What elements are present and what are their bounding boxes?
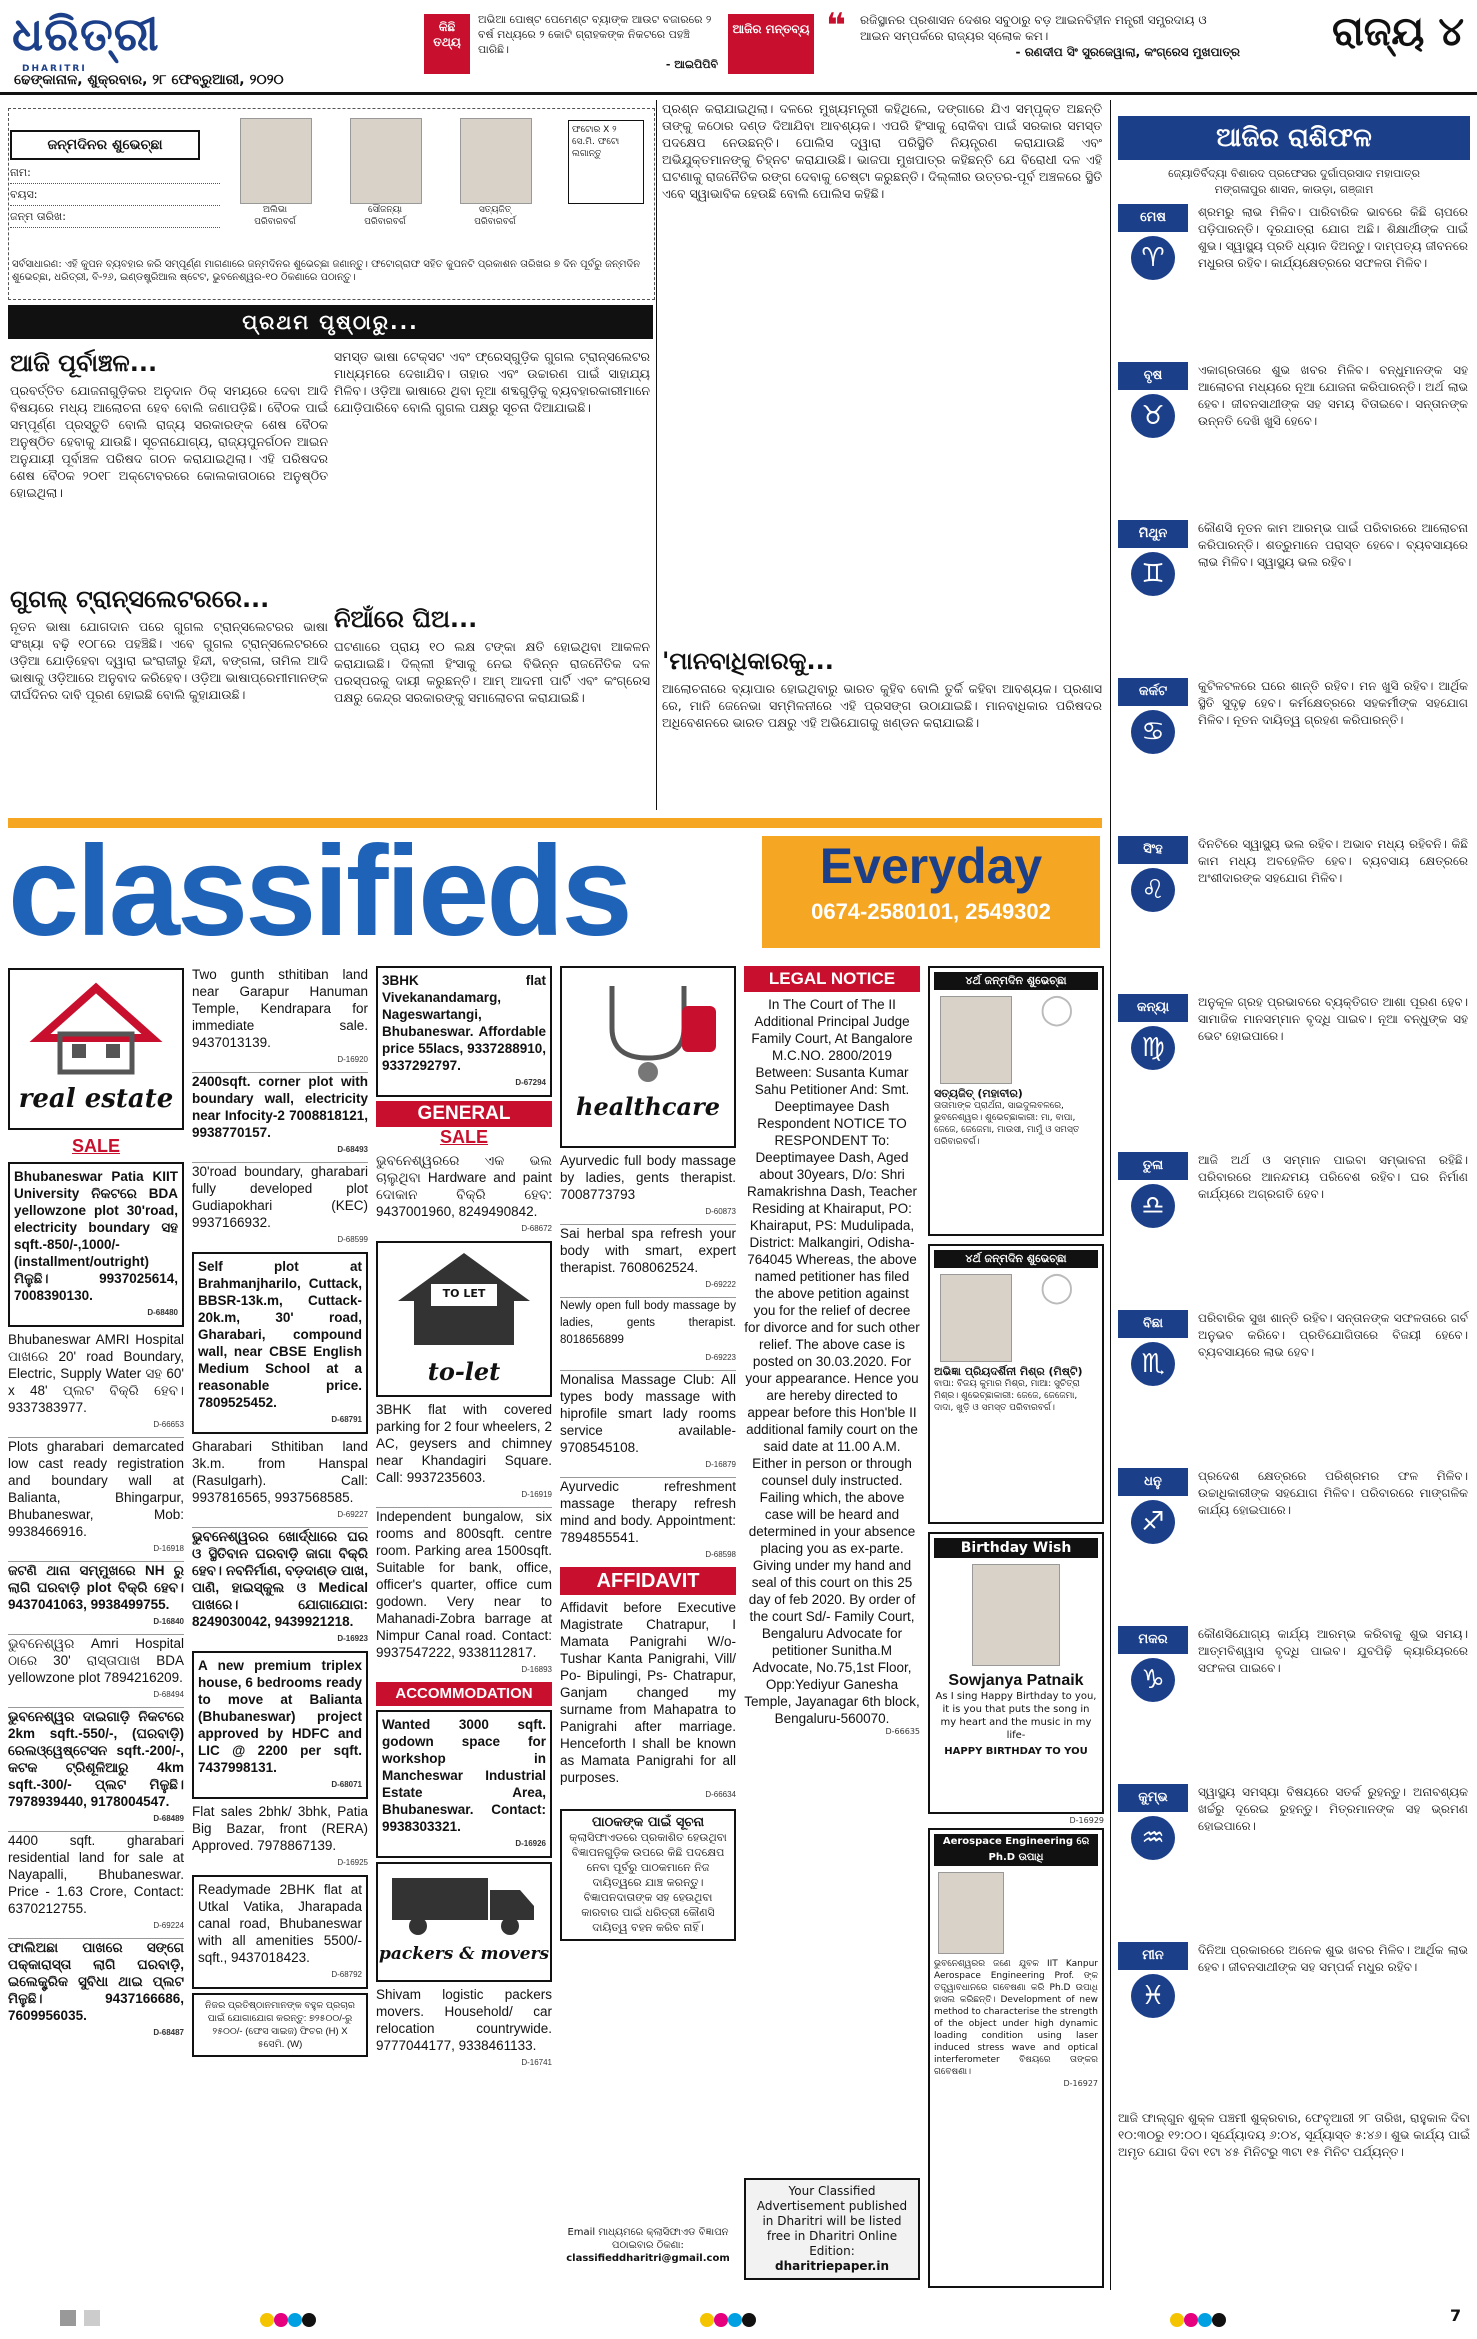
classified-ad[interactable]: Gharabari Sthitiban land 3k.m. from Hanspal (Rasulgarh). Call: 9937816565, 9937568585. D-69227 <box>192 1439 368 1519</box>
quote-icon: ❝ <box>826 6 846 46</box>
boy-photo <box>460 118 532 204</box>
leo-icon: ♌ <box>1131 868 1175 912</box>
online-edition-link[interactable]: dharitriepaper.in <box>774 2259 889 2273</box>
classified-ad[interactable]: Ayurvedic full body massage by ladies, gents therapist. 7008773793 D-60873 <box>560 1153 736 1216</box>
story-body: ପ୍ରଶ୍ନ କରାଯାଇଥିଲା। ଦଳରେ ମୁଖ୍ୟମନ୍ତ୍ରୀ କହିଥିଲେ, ଦଙ୍ଗାରେ ଯିଏ ସମ୍ପୃକ୍ତ ଅଛନ୍ତି ତାଙ୍କୁ କଠୋର ଦଣ୍ଡ ଦିଆଯିବା ଆବଶ୍ୟକ। ଏପରି ହିଂସାକୁ ରୋକିବା ପାଇଁ ସରକାର ସମସ୍ତ ପଦକ୍ଷେପ ନେଉଛନ୍ତି। ପୋଲିସ ଦ୍ୱାରା ପରିସ୍ଥିତି ନିୟନ୍ତ୍ରଣ କରାଯାଉଛି ଏବଂ ଅଭିଯୁକ୍ତମାନଙ୍କୁ ଚିହ୍ନଟ କରାଯାଉଛି। ଭାଜପା ମୁଖପାତ୍ର କହିଛନ୍ତି ଯେ ବିରୋଧୀ ଦଳ ଏହି ଘଟଣାକୁ ରାଜନୈତିକ ରଙ୍ଗ ଦେବାକୁ ଚେଷ୍ଟା କରୁଛନ୍ତି। ଦିଲ୍ଲୀର ଉତ୍ତର-ପୂର୍ବ ଅଞ୍ଚଳରେ ସ୍ଥିତି ଏବେ ସ୍ୱାଭାବିକ ହେଉଛି ବୋଲି ପୋଲିସ କହିଛି। <box>662 101 1102 201</box>
sign-text: ସ୍ୱାସ୍ଥ୍ୟ ସମସ୍ୟା ବିଷୟରେ ସତର୍କ ରୁହନ୍ତୁ। ଅନାବଶ୍ୟକ ଖର୍ଚ୍ଚରୁ ଦୂରେଇ ରୁହନ୍ତୁ। ମିତ୍ରମାନଙ୍କ ସହ ଭ୍ରମଣ ହୋଇପାରେ। <box>1198 1785 1468 1833</box>
capricorn-icon: ♑ <box>1131 1658 1175 1702</box>
classified-ad[interactable]: Two gunth sthitiban land near Garapur Hanuman Temple, Kendrapara for immediate sale. 9437013139. D-16920 <box>192 967 368 1064</box>
sign-label: ବିଛା <box>1118 1310 1188 1338</box>
classified-phones: 0674-2580101, 2549302 <box>811 899 1051 924</box>
sign-row <box>1118 1310 1470 1468</box>
legal-column: LEGAL NOTICE In The Court of The II Additional Principal Judge Family Court, At Bangalore M.C.NO. 2800/2019 Between: Susanta Kumar Sahu Petitioner And: Smt. Deeptimayee Dash Respondent NOTICE TO RESPONDENT To: Deeptimayee Dash, Aged about 30years, D/o: Shri Ramakrishna Dash, Teacher Residing at Khairaput, PO: Khairaput, PS: Mudulipada, District: Malkangiri, Odisha-764045 Whereas, the above named petitioner has filed the above petition against you for the relief of decree for divorce and for such other relief. The above case is posted on 30.03.2020. For your appearance. Hence you are hereby directed to appear before this Hon'ble II additional family court on the said date at 11.00 A.M. Either in person or through counsel duly instructed. Failing which, the above case will be heard and determined in your absence placing you as ex-parte. Giving under my hand and seal of this court on this 25 day of feb 2020. By order of the court Sd/- Family Court, Bengaluru Advocate for petitioner Sunitha.M Advocate, No.75,1st Floor, Opp:Yediyur Ganesha Temple, Jayanagar 6th block, Bengaluru-560070. D-66635 <box>744 966 920 1736</box>
fact-source: - ଆଇପିପିବି <box>665 58 718 71</box>
footer-page-number: 7 <box>1450 2306 1462 2325</box>
sign-text: ଦିନଟିରେ ସ୍ୱାସ୍ଥ୍ୟ ଭଲ ରହିବ। ଅଭାବ ମଧ୍ୟ ରହିବନି। କିଛି କାମ ମଧ୍ୟ ଅବହେଳିତ ହେବ। ବ୍ୟବସାୟ କ୍ଷେତ୍ରରେ ଅଂଶୀଦାରଙ୍କ ସହଯୋଗ ମିଳିବ। <box>1198 837 1468 885</box>
sign-row <box>1118 1626 1470 1784</box>
birthday-banner: ଜନ୍ମଦିନର ଶୁଭେଚ୍ଛା <box>10 130 200 160</box>
story-body: ଆଲୋଚନାରେ ବ୍ୟାପାର ହୋଇଥିବାରୁ ଭାରତ କୁହିବ ବୋଲି ତୁର୍କି କହିବା ଆବଶ୍ୟକ। ପ୍ରଶାସ ରେ, ମାନି ଜେନେଭା ସମ୍ମିଳନୀରେ ଏହି ପ୍ରସଙ୍ଗ ଉଠାଯାଇଛି। ମାନବାଧିକାର ପରିଷଦର ଅଧିବେଶନରେ ଭାରତ ପକ୍ଷରୁ ଏହି ଅଭିଯୋଗକୁ ଖଣ୍ଡନ କରାଯାଇଛି। <box>662 681 1102 730</box>
pisces-icon: ♓ <box>1131 1974 1175 2018</box>
classified-ad[interactable]: Affidavit before Executive Magistrate Chatrapur, I Mamata Panigrahi W/o- Tushar Kanta Panigrahi, Vill/ Po- Bipulingi, Ps- Chatrapur, Ganjam changed my surname from Mahapatra to Panigrahi after marriage. Henceforth I shall be known as Mamata Panigrahi for all purposes. D-66634 <box>560 1600 736 1799</box>
form-age[interactable]: ବୟସ: <box>10 184 220 206</box>
legal-notice-text[interactable]: In The Court of The II Additional Principal Judge Family Court, At Bangalore M.C.NO. 2800/2019 Between: Susanta Kumar Sahu Petitioner And: Smt. Deeptimayee Dash Respondent NOTICE TO RESPONDENT To: Deeptimayee Dash, Aged about 30years, D/o: Shri Ramakrishna Dash, Teacher Residing at Khairaput, PO: Khairaput, PS: Mudulipada, District: Malkangiri, Odisha-764045 Whereas, the above named petitioner has filed the above petition against you for the relief of decree for divorce and for such other relief. The above case is posted on 30.03.2020. For your appearance. Hence you are hereby directed to appear before this Hon'ble II additional family court on the said date at 11.00 A.M. Either in person or through counsel duly instructed. Failing which, the above case will be heard and determined in your absence placing you as ex-parte. Giving under my hand and seal of this court on this 25 day of feb 2020. By order of the court Sd/- Family Court, Bengaluru Advocate for petitioner Sunitha.M Advocate, No.75,1st Floor, Opp:Yediyur Ganesha Temple, Jayanagar 6th block, Bengaluru-560070. <box>744 997 920 1726</box>
to-let-banner <box>376 1241 552 1397</box>
classified-ad[interactable]: Monalisa Massage Club: All types body massage with hiprofile smart lady rooms service available- 9708545108. D-16879 <box>560 1370 736 1473</box>
aquarius-icon: ♒ <box>1131 1816 1175 1860</box>
sign-text: ଅନୁକୂଳ ଗ୍ରହ ପ୍ରଭାବରେ ବ୍ୟକ୍ତିଗତ ଆଶା ପୂରଣ ହେବ। ସାମାଜିକ ମାନସମ୍ମାନ ବୃଦ୍ଧି ପାଇବ। ନୂଆ ବନ୍ଧୁଙ୍କ ସହ ଭେଟ ହୋଇପାରେ। <box>1198 995 1468 1043</box>
sale-label: SALE <box>71 1136 120 1156</box>
story-body: ପ୍ରବର୍ତ୍ତିତ ଯୋଜନାଗୁଡ଼ିକର ଅନୁଦାନ ଠିକ୍ ସମୟରେ ଦେବା ଆଦି ବିଷୟରେ ମଧ୍ୟ ଆଲୋଚନା ହେବ ବୋଲି ଜଣାପଡ଼ିଛି। ବୈଠକ ପାଇଁ ସମ୍ପୂର୍ଣ୍ଣ ପ୍ରସ୍ତୁତି ବୋଲି ରାଜ୍ୟ ସରକାରଙ୍କ ଶେଷ ବୈଠକ ଅନୁଷ୍ଠିତ ହେବାକୁ ଯାଉଛି। ସୂଚନାଯୋଗ୍ୟ, ରାଜ୍ୟପୁନର୍ଗଠନ ଆଇନ ଅନୁଯାୟୀ ପୂର୍ବାଞ୍ଚଳ ପରିଷଦ ଗଠନ କରାଯାଇଥିଲା। ଏହି ପରିଷଦର ଶେଷ ବୈଠକ ୨୦୧୮ ଅକ୍ଟୋବରରେ କୋଲକାତାଠାରେ ଅନୁଷ୍ଠିତ ହୋଇଥିଲା। <box>10 383 328 500</box>
truck-icon <box>378 1864 550 1940</box>
sign-text: କୁଟିଳଟଳରେ ଘରେ ଶାନ୍ତି ରହିବ। ମନ ଖୁସି ରହିବ। ଆର୍ଥିକ ସ୍ଥିତି ସୁଦୃଢ଼ ହେବ। କର୍ମକ୍ଷେତ୍ରରେ ସହକର୍ମୀଙ୍କ ସହଯୋଗ ମିଳିବ। ନୂତନ ଦାୟିତ୍ୱ ଗ୍ରହଣ କରିପାରନ୍ତି। <box>1198 679 1468 727</box>
form-name[interactable]: ନାମ: <box>10 162 220 184</box>
sign-label: ଧନୁ <box>1118 1468 1188 1496</box>
sign-label: କନ୍ୟା <box>1118 994 1188 1022</box>
sign-label: ମକର <box>1118 1626 1188 1654</box>
sign-row <box>1118 1784 1470 1942</box>
classified-ad[interactable]: ଭୁବନେଶ୍ୱର ଦାଇଗାଡ଼ି ନିକଟରେ 2km sqft.-550/-, (ଘରବାଡ଼ି) ରେଲଓ୍ୱେଷ୍ଟେସନ sqft.-200/-, କଟକ ଟ୍ରିଶୂଳିଆରୁ 4km sqft.-300/- ପ୍ଲଟ ମିଳୁଛି। 7978939440, 9178004547. D-68489 <box>8 1707 184 1827</box>
horoscope-title: ଆଜିର ରାଶିଫଳ <box>1118 116 1470 160</box>
sign-label: ମୀନ <box>1118 1942 1188 1970</box>
email-link[interactable]: classifieddharitri@gmail.com <box>566 2253 730 2264</box>
birthday-notice: ସର୍ବସାଧାରଣ: ଏହି କୁପନ ବ୍ୟବହାର କରି ସମ୍ପୂର୍ଣ୍ଣ ମାଗଣାରେ ଜନ୍ମଦିନର ଶୁଭେଚ୍ଛା ଜଣାନ୍ତୁ। ଫଟୋଗ୍ରାଫ ସହିତ କୁପନଟି ପ୍ରକାଶନ ତାରିଖର ୭ ଦିନ ପୂର୍ବରୁ ଜନ୍ମଦିନ ଶୁଭେଚ୍ଛା, ଧରିତ୍ରୀ, ବି-୨୬, ଇଣ୍ଡଷ୍ଟ୍ରିଆଲ ଷ୍ଟେଟ, ଭୁବନେଶ୍ୱର-୧୦ ଠିକଣାରେ ପଠାନ୍ତୁ। <box>12 259 641 283</box>
house-icon <box>10 970 182 1080</box>
packers-banner <box>376 1862 552 1982</box>
cmyk-marks <box>260 2312 316 2331</box>
page-number: ୪ <box>1438 8 1464 55</box>
sign-row <box>1118 836 1470 994</box>
sign-text: କୌଣସି ନୂତନ କାମ ଆରମ୍ଭ ପାଇଁ ପରିବାରରେ ଆଲୋଚନା କରିପାରନ୍ତି। ଶତ୍ରୁମାନେ ପରାସ୍ତ ହେବେ। ବ୍ୟବସାୟରେ ଲାଭ ମିଳିବ। ସ୍ୱାସ୍ଥ୍ୟ ଭଲ ରହିବ। <box>1198 521 1468 569</box>
classified-ad[interactable]: Shivam logistic packers movers. Household/ car relocation countrywide. 9777044177, 9338461133. D-16741 <box>376 1987 552 2067</box>
birthday-form <box>10 162 220 228</box>
sign-row <box>1118 1942 1470 2092</box>
sign-label: ମେଷ <box>1118 204 1188 232</box>
man-photo <box>938 1872 1004 1954</box>
cancer-icon: ♋ <box>1131 710 1175 754</box>
classified-ad[interactable]: A new premium triplex house, 6 bedrooms ready to move at Balianta (Bhubaneswar) project approved by HDFC and LIC @ 2200 per sqft. 7437998131. D-68071 <box>192 1651 368 1799</box>
sign-text: ଶ୍ରମରୁ ଲାଭ ମିଳିବ। ପାରିବାରିକ ଭାବରେ କିଛି ଚାପରେ ପଡ଼ିପାରନ୍ତି। ଦୂରଯାତ୍ରା ଯୋଗ ଅଛି। ଶିକ୍ଷାର୍ଥୀଙ୍କ ପାଇଁ ଶୁଭ। ସ୍ୱାସ୍ଥ୍ୟ ପ୍ରତି ଧ୍ୟାନ ଦିଅନ୍ତୁ। ଦାମ୍ପତ୍ୟ ଜୀବନରେ ମଧୁରତା ରହିବ। କାର୍ଯ୍ୟକ୍ଷେତ୍ରରେ ସଫଳତା ମିଳିବ। <box>1198 205 1468 270</box>
aries-icon: ♈ <box>1131 236 1175 280</box>
cmyk-marks <box>700 2312 756 2331</box>
photo-caption: ସୌଜନ୍ୟା ପରିବାରବର୍ଗ <box>364 205 406 227</box>
sign-text: ଆଜି ଅର୍ଥ ଓ ସମ୍ମାନ ପାଇବା ସମ୍ଭାବନା ରହିଛି। ପରିବାରରେ ଆନନ୍ଦମୟ ପରିବେଶ ରହିବ। ଘର ନିର୍ମାଣ କାର୍ଯ୍ୟରେ ଅଗ୍ରଗତି ହେବ। <box>1198 1153 1468 1201</box>
story-headline: ନିଆଁରେ ଘିଅ... <box>334 605 478 633</box>
healthcare-banner <box>560 966 736 1148</box>
classified-ad[interactable]: 30'road boundary, gharabari fully developed plot Gudiapokhari (KEC) 9937166932. D-68599 <box>192 1162 368 1248</box>
print-swatch <box>84 2310 100 2326</box>
packers-label: packers & movers <box>378 1944 550 1964</box>
classified-ad[interactable]: Readymade 2BHK flat at Utkal Vatika, Jharapada canal road, Bhubaneswar with all amenities 5500/- sqft., 9437018423. D-68792 <box>192 1875 368 1989</box>
almanac-text: ଆଜି ଫାଲ୍‌ଗୁନ ଶୁକ୍ଳ ପଞ୍ଚମୀ ଶୁକ୍ରବାର, ଫେବୃଆରୀ ୨୮ ତାରିଖ, ରାହୁକାଳ ଦିବା ୧୦:୩୦ରୁ ୧୨:୦୦। ସୂର୍ଯ୍ୟୋଦୟ ୬:୦୪, ସୂର୍ଯ୍ୟାସ୍ତ ୫:୪୬। ଶୁଭ କାର୍ଯ୍ୟ ପାଇଁ ଅମୃତ ଯୋଗ ଦିବା ୧ଟା ୪୫ ମିନିଟରୁ ୩ଟା ୧୫ ମିନିଟ ପର୍ଯ୍ୟନ୍ତ। <box>1118 2111 1470 2159</box>
accommodation-label: ACCOMMODATION <box>376 1682 552 1706</box>
legal-notice-label: LEGAL NOTICE <box>744 966 920 992</box>
story-body: ନୂତନ ଭାଷା ଯୋଗଦାନ ପରେ ଗୁଗଲ ଟ୍ରାନ୍ସଲେଟରର ଭାଷା ସଂଖ୍ୟା ବଢ଼ି ୧୦୮ରେ ପହଞ୍ଚିଛି। ଏବେ ଗୁଗଲ ଟ୍ରାନ୍ସଲେଟରରେ ଓଡ଼ିଆ ଯୋଡ଼ିହେବା ଦ୍ୱାରା ଇଂରାଜୀରୁ ହିନ୍ଦୀ, ବଙ୍ଗଳା, ତାମିଲ ଆଦି ଭାଷାକୁ ଓଡ଼ିଆରେ ଅନୁବାଦ କରିହେବ। ଓଡ଼ିଆ ଭାଷାପ୍ରେମୀମାନଙ୍କ ଦୀର୍ଘଦିନର ଦାବି ପୂରଣ ହୋଇଛି ବୋଲି କୁହାଯାଉଛି। <box>10 619 328 702</box>
story-body: ସମସ୍ତ ଭାଷା ଟେକ୍ସଟ ଏବଂ ଫ୍ରେସ୍‌ଗୁଡ଼ିକ ଗୁଗଲ ଟ୍ରାନ୍ସଲେଟର ମାଧ୍ୟମରେ ଦେଖାଯିବ। ତାହାର ଏବଂ ଉଚ୍ଚାରଣ ପାଇଁ ସାହାଯ୍ୟ ମିଳିବ। ଓଡ଼ିଆ ଭାଷାରେ ଥିବା ନୂଆ ଶବ୍ଦଗୁଡ଼ିକୁ ବ୍ୟବହାରକାରୀମାନେ ଯୋଡ଼ିପାରିବେ ବୋଲି ଗୁଗଲ ପକ୍ଷରୁ ସୂଚନା ଦିଆଯାଇଛି। <box>334 349 650 415</box>
photo-caption: ସତ୍ୟଜିତ୍ ପରିବାରବର୍ଗ <box>474 205 516 227</box>
general-label: GENERAL <box>376 1101 552 1127</box>
classified-ad[interactable]: Sai herbal spa refresh your body with smart, expert therapist. 7608062524. D-69222 <box>560 1224 736 1293</box>
quote-label: ଆଜିର ମନ୍ତବ୍ୟ <box>728 14 814 74</box>
classified-ad[interactable]: ଫାଲିଅଛା ପାଖରେ ସଙ୍ଗେ ପକ୍କାରାସ୍ତା ଲାଗି ଘରବାଡ଼ି, ଇଲେକ୍ଟ୍ରିକ ସୁବିଧା ଥାଇ ପ୍ଲଟ ମିଳୁଛି। 9437166686, 7609956035. D-68487 <box>8 1938 184 2041</box>
front-page-banner: ପ୍ରଥମ ପୃଷ୍ଠାରୁ... <box>8 305 653 339</box>
libra-icon: ♎ <box>1131 1184 1175 1228</box>
form-dob[interactable]: ଜନ୍ମ ତାରିଖ: <box>10 206 220 228</box>
healthcare-label: healthcare <box>576 1092 720 1121</box>
photo-placeholder: ଫଟୋର X ୨ ସେ.ମି. ଫଟୋ ଲଗାନ୍ତୁ <box>568 120 644 204</box>
scorpio-icon: ♏ <box>1131 1342 1175 1386</box>
woman-photo <box>972 1564 1060 1666</box>
print-swatch <box>60 2310 76 2326</box>
sign-row <box>1118 1468 1470 1626</box>
sign-row <box>1118 994 1470 1152</box>
story-headline: 'ମାନବାଧିକାରକୁ... <box>662 647 834 675</box>
column-rule <box>1110 100 1111 2290</box>
section-title: ରାଜ୍ୟ ୪ <box>1331 8 1464 55</box>
classified-ad[interactable]: Newly open full body massage by ladies, gents therapist. 8018656899 D-69223 <box>560 1297 736 1366</box>
promo-ad[interactable]: ନିଜର ପ୍ରତିଷ୍ଠାନମାନଙ୍କ ବହୁଳ ପ୍ରଚାର ପାଇଁ ଯୋଗାଯୋଗ କରନ୍ତୁ: ୭୨୫୦୦/-ରୁ ୨୫୦୦/- (ଫେସ ସାଇଜ) ଫିଚର (H) X ୫ସେମି. (W) <box>192 1993 368 2057</box>
sign-row <box>1118 362 1470 520</box>
fact-text: ଅଭିଆ ପୋଷ୍ଟ ପେମେଣ୍ଟ ବ୍ୟାଙ୍କ ଆଉଟ ବଜାରରେ ୨ ବର୍ଷ ମଧ୍ୟରେ ୨ କୋଟି ଗ୍ରାହକଙ୍କ ନିକଟରେ ପହଞ୍ଚି ପାରିଛି। - ଆଇପିପିବି <box>478 13 718 71</box>
balloon-icon: ◯ <box>1040 1270 1074 1305</box>
sign-label: କୁମ୍ଭ <box>1118 1784 1188 1812</box>
sign-row <box>1118 204 1470 362</box>
reader-notice: ପାଠକଙ୍କ ପାଇଁ ସୂଚନା କ୍ଲାସିଫାଏଡରେ ପ୍ରକାଶିତ ହେଉଥିବା ବିଜ୍ଞାପନଗୁଡ଼ିକ ଉପରେ କିଛି ପଦକ୍ଷେପ ନେବା ପୂର୍ବରୁ ପାଠକମାନେ ନିଜ ଦାୟିତ୍ୱରେ ଯାଞ୍ଚ କରନ୍ତୁ। ବିଜ୍ଞାପନଦାତାଙ୍କ ସହ ହେଉଥିବା କାରବାର ପାଇଁ ଧରିତ୍ରୀ କୌଣସି ଦାୟିତ୍ୱ ବହନ କରିବ ନାହିଁ। <box>560 1809 736 1941</box>
classifieds-title: classifieds <box>8 820 630 963</box>
ad-column <box>192 966 368 2057</box>
ad-column <box>560 966 736 1941</box>
taurus-icon: ♉ <box>1131 394 1175 438</box>
sign-row <box>1118 1152 1470 1310</box>
classified-ad[interactable]: Bhubaneswar AMRI Hospital ପାଖରେ 20' road Boundary, Electric, Supply Water ସହ 60' x 48' ପ୍ଲଟ ବିକ୍ରି ହେବ। 9337383977. D-66653 <box>8 1332 184 1429</box>
classified-ad[interactable]: ଭୁବନେଶ୍ୱରରେ ଏକ ଭଲ ଚାଲୁଥିବା Hardware and paint ଦୋକାନ ବିକ୍ରି ହେବ: 9437001960, 8249490842. D-68672 <box>376 1153 552 1233</box>
masthead-rule <box>0 92 1477 95</box>
classified-ad[interactable]: Ayurvedic refreshment massage therapy refresh mind and body. Appointment: 7894855541. D-68598 <box>560 1477 736 1563</box>
sign-text: ଏକାଗ୍ରତାରେ ଶୁଭ ଖବର ମିଳିବ। ବନ୍ଧୁମାନଙ୍କ ସହ ଆଲୋଚନା ମଧ୍ୟରେ ନୂଆ ଯୋଜନା କରିପାରନ୍ତି। ଅର୍ଥ ଲାଭ ହେବ। ଜୀବନସାଥୀଙ୍କ ସହ ସମୟ ବିତାଇବେ। ସନ୍ତାନଙ୍କ ଉନ୍ନତି ଦେଖି ଖୁସି ହେବେ। <box>1198 363 1468 428</box>
print-marks <box>0 2300 1477 2339</box>
logo-subtitle: DHARITRI <box>22 64 87 74</box>
sign-label: ମିଥୁନ <box>1118 520 1188 548</box>
email-box: Email ମାଧ୍ୟମରେ କ୍ଲାସିଫାଏଡ ବିଜ୍ଞାପନ ପଠାଇବାର ଠିକଣା: classifieddharitri@gmail.com <box>560 2226 736 2265</box>
birthday-wish-card[interactable]: Birthday Wish Sowjanya Patnaik As I sing Happy Birthday to you, it is you that puts the song in my heart and the music in my life- HAPPY BIRTHDAY TO YOU <box>928 1532 1104 1814</box>
ad-column <box>376 966 552 2071</box>
gemini-icon: ♊ <box>1131 552 1175 596</box>
classified-ad[interactable]: 2400sqft. corner plot with boundary wall, electricity near Infocity-2 7008818121, 9938770157. D-68493 <box>192 1072 368 1158</box>
classified-ad[interactable]: ଜଟଣି ଥାନା ସମ୍ମୁଖରେ NH ରୁ ଲାଗି ଘରବାଡ଼ି plot ବିକ୍ରି ହେବ। 9437041063, 9938499755. D-16840 <box>8 1561 184 1630</box>
child-photo <box>240 118 312 204</box>
column-rule <box>656 100 657 810</box>
birthday-wish-card[interactable]: ୪ର୍ଥ ଜନ୍ମଦିନ ଶୁଭେଚ୍ଛା ◯ ସତ୍ୟଜିତ୍ (ମହାବୀର) ତାତାମାଙ୍କ ପ୍ରାର୍ଥନା, ସାଇଦୁଲବଳରେ, ଭୁବନେଶ୍ୱର। ଶୁଭେଚ୍ଛାକାରୀ: ମା, ବାପା, ଜେଜେ, ଜେଜେମା, ମାଉସୀ, ମାମୁଁ ଓ ସମସ୍ତ ପରିବାରବର୍ଗ। <box>928 966 1104 1236</box>
everyday-label: Everyday <box>819 838 1043 894</box>
classified-ad[interactable]: 3BHK flat Vivekanandamarg, Nageswartangi, Bhubaneswar. Affordable price 55lacs, 9337288910, 9337292797. D-67294 <box>376 966 552 1097</box>
to-let-label: to-let <box>427 1357 501 1386</box>
cmyk-marks <box>1170 2312 1226 2331</box>
horoscope-author: ଜ୍ୟୋତିର୍ବିଦ୍ୟା ବିଶାରଦ ପ୍ରଫେସର ଦୁର୍ଗାପ୍ରସାଦ ମହାପାତ୍ର ମଙ୍ଗଳାପୁର ଶାସନ, କାଉଡ଼ା, ଗଞ୍ଜାମ <box>1168 167 1420 196</box>
sign-label: ତୁଳା <box>1118 1152 1188 1180</box>
online-edition-box: Your Classified Advertisement published in Dharitri will be listed free in Dharitri Online Edition: dharitriepaper.in <box>744 2178 920 2280</box>
classified-ad[interactable]: 4400 sqft. gharabari residential land for sale at Nayapalli, Bhubaneswar. Price - 1.63 Crore, Contact: 6370212755. D-69224 <box>8 1831 184 1934</box>
logo-text: ଧରିତ୍ରୀ <box>12 7 160 61</box>
sign-text: ଦିନିଆ ପ୍ରକାରରେ ଅନେକ ଶୁଭ ଖବର ମିଳିବ। ଆର୍ଥିକ ଲାଭ ହେବ। ଜୀବନସାଥୀଙ୍କ ସହ ସମ୍ପର୍କ ମଧୁର ରହିବ। <box>1198 1943 1468 1974</box>
birthday-wish-card[interactable]: ୪ର୍ଥ ଜନ୍ମଦିନ ଶୁଭେଚ୍ଛା ◯ ଅଭିଜ୍ଞା ପ୍ରିୟଦର୍ଶିନୀ ମିଶ୍ର (ମିଷ୍ଟି) ବାପା: ବିଜୟ କୁମାର ମିଶ୍ର, ମାଆ: ସୁଚିତ୍ରା ମିଶ୍ର। ଶୁଭେଚ୍ଛାକାରୀ: ଜେଜେ, ଜେଜେମା, ଦାଦା, ଖୁଡ଼ି ଓ ସମସ୍ତ ପରିବାରବର୍ଗ। <box>928 1244 1104 1524</box>
to-let-sign: TO LET <box>442 1287 486 1300</box>
everyday-box <box>762 836 1100 948</box>
virgo-icon: ♍ <box>1131 1026 1175 1070</box>
sign-row <box>1118 520 1470 678</box>
sign-label: ବୃଷ <box>1118 362 1188 390</box>
story-body: ଘଟଣାରେ ପ୍ରାୟ ୧୦ ଲକ୍ଷ ଟଙ୍କା କ୍ଷତି ହୋଇଥିବା ଆକଳନ କରାଯାଇଛି। ଦିଲ୍ଲୀ ହିଂସାକୁ ନେଇ ବିଭିନ୍ନ ରାଜନୈତିକ ଦଳ ପରସ୍ପରକୁ ଦାୟୀ କରୁଛନ୍ତି। ଆମ୍ ଆଦମୀ ପାର୍ଟି ଏବଂ କଂଗ୍ରେସ ପକ୍ଷରୁ କେନ୍ଦ୍ର ସରକାରଙ୍କୁ ସମାଲୋଚନା କରାଯାଇଛି। <box>334 639 650 705</box>
horoscope-list <box>1118 204 1470 2092</box>
quote-source: - ରଣଦୀପ ସିଂ ସୁରଜେୱାଲା, କଂଗ୍ରେସ ମୁଖପାତ୍ର <box>1015 45 1240 59</box>
classified-ad[interactable]: Plots gharabari demarcated low cast ready registration and boundary wall at Balianta, Bhingarpur, Bhubaneswar, Mob: 9938466916. D-16918 <box>8 1437 184 1557</box>
fact-label: କିଛି ତଥ୍ୟ <box>424 14 470 74</box>
sign-label: କର୍କଟ <box>1118 678 1188 706</box>
reader-notice-title: ପାଠକଙ୍କ ପାଇଁ ସୂଚନା <box>591 1815 705 1830</box>
quote-text: ରଜିସ୍ଥାନର ପ୍ରଶାସନ ଦେଶର ସବୁଠାରୁ ବଡ଼ ଆଇନବିହୀନ ମନ୍ତ୍ରୀ ସମ୍ପ୍ରଦାୟ ଓ ଆଇନ ସମ୍ପର୍କରେ ରାଜ୍ୟର ସ୍ଲୋକ କମ। - ରଣଦୀପ ସିଂ ସୁରଜେୱାଲା, କଂଗ୍ରେସ ମୁଖପାତ୍ର <box>860 13 1240 59</box>
sign-row <box>1118 678 1470 836</box>
real-estate-banner <box>8 968 184 1130</box>
classified-ad[interactable]: Independent bungalow, six rooms and 800sqft. centre room. Parking area 1500sqft. Suitable for bank, office, officer's quarter, office cum godown. Very near to Mahanadi-Zobra barrage at Nimpur Canal road. Contact: 9937547222, 9338112817. D-16893 <box>376 1507 552 1678</box>
stethoscope-icon <box>562 968 734 1088</box>
classified-ad[interactable]: ଭୁବନେଶ୍ୱର Amri Hospital ଠାରେ 30' ରାସ୍ତାପାଖ BDA yellowzone plot 7894216209. D-68494 <box>8 1634 184 1703</box>
general-sale-label: SALE <box>439 1127 488 1147</box>
woman-photo <box>350 118 422 204</box>
story-headline: ଆଜି ପୂର୍ବାଞ୍ଚଳ... <box>10 349 158 377</box>
story-headline: ଗୁଗଲ୍ ଟ୍ରାନ୍ସଲେଟରରେ... <box>10 585 270 613</box>
photo-caption: ଅଲିଭା ପରିବାରବର୍ଗ <box>254 205 296 227</box>
child-photo <box>940 996 1012 1084</box>
child-photo <box>940 1274 1012 1362</box>
masthead <box>0 0 1477 92</box>
classified-ad[interactable]: Bhubaneswar Patia KIIT University ନିକଟରେ BDA yellowzone plot 30'road, electricity boundary ସହ sqft.-850/-,1000/-(installment/outright) ମିଳୁଛି। 9937025614, 7008390130. D-68480 <box>8 1162 184 1327</box>
sign-text: ପ୍ରଦେଶ କ୍ଷେତ୍ରରେ ପରିଶ୍ରମର ଫଳ ମିଳିବ। ଉଚ୍ଚାଧିକାରୀଙ୍କ ସହଯୋଗ ମିଳିବ। ପରିବାରରେ ମାଙ୍ଗଳିକ କାର୍ଯ୍ୟ ହୋଇପାରେ। <box>1198 1469 1468 1517</box>
classified-ad[interactable]: Wanted 3000 sqft. godown space for workshop in Mancheswar Industrial Estate Area, Bhubaneswar. Contact: 9938303321. D-16926 <box>376 1710 552 1858</box>
sign-text: କୌଣସିଯୋଗ୍ୟ କାର୍ଯ୍ୟ ଆରମ୍ଭ କରିବାକୁ ଶୁଭ ସମୟ। ଆତ୍ମବିଶ୍ୱାସ ବୃଦ୍ଧି ପାଇବ। ଯୁବପିଢ଼ି କ୍ୟାରିୟରରେ ସଫଳତା ପାଇବେ। <box>1198 1627 1468 1675</box>
classified-ad[interactable]: 3BHK flat with covered parking for 2 four wheelers, 2 AC, geysers and chimney near Khandagiri Square. Call: 9937235603. D-16919 <box>376 1402 552 1499</box>
sign-label: ସିଂହ <box>1118 836 1188 864</box>
classified-ad[interactable]: Flat sales 2bhk/ 3bhk, Patia Big Bazar, front (RERA) Approved. 7978867139. D-16925 <box>192 1804 368 1867</box>
classified-ad[interactable]: ଭୁବନେଶ୍ୱରର ଖୋର୍ଦ୍ଧାରେ ଘର ଓ ସ୍ଥିତିବାନ ଘରବାଡ଼ି ଜାଗା ବିକ୍ରି ହେବ। ନବନିର୍ମାଣ, ବଡ଼ଦାଣ୍ଡ ପାଖ, ପାଣି, ହାଇସ୍କୁଲ ଓ Medical ପାଖରେ। ଯୋଗାଯୋଗ: 8249030042, 9439921218. D-16923 <box>192 1527 368 1647</box>
dateline: ଢେଙ୍କାନାଳ, ଶୁକ୍ରବାର, ୨୮ ଫେବ୍ରୁଆରୀ, ୨୦୨୦ <box>14 72 284 88</box>
sign-text: ପରିବାରିକ ସୁଖ ଶାନ୍ତି ରହିବ। ସନ୍ତାନଙ୍କ ସଫଳତାରେ ଗର୍ବ ଅନୁଭବ କରିବେ। ପ୍ରତିଯୋଗିତାରେ ବିଜୟୀ ହେବେ। ବ୍ୟବସାୟରେ ଲାଭ ହେବ। <box>1198 1311 1468 1359</box>
sagittarius-icon: ♐ <box>1131 1500 1175 1544</box>
affidavit-label: AFFIDAVIT <box>560 1567 736 1595</box>
balloon-icon: ◯ <box>1040 992 1074 1027</box>
achievement-ad[interactable]: Aerospace Engineering ରେ Ph.D ଉପାଧି ଭୁବନେଶ୍ୱରର ଜଣେ ଯୁବକ IIT Kanpur Aerospace Engineering Prof. ଙ୍କ ତତ୍ତ୍ୱାବଧାନରେ ଗବେଷଣା କରି Ph.D ଉପାଧି ହାସଲ କରିଛନ୍ତି। Development of new method to characterise the strength of the object under high dynamic loading condition using laser induced stress wave and optical interferometer ବିଷୟରେ ତାଙ୍କର ଗବେଷଣା। D-16927 <box>928 1828 1104 2288</box>
classified-ad[interactable]: Self plot at Brahmanjharilo, Cuttack, BBSR-13k.m, Cuttack-20k.m, 30' road, Gharabari, compound wall, near CBSE English Medium School at a reasonable price. 7809525452. D-68791 <box>192 1252 368 1434</box>
real-estate-label: real estate <box>18 1084 174 1114</box>
ad-column <box>8 1162 184 2041</box>
